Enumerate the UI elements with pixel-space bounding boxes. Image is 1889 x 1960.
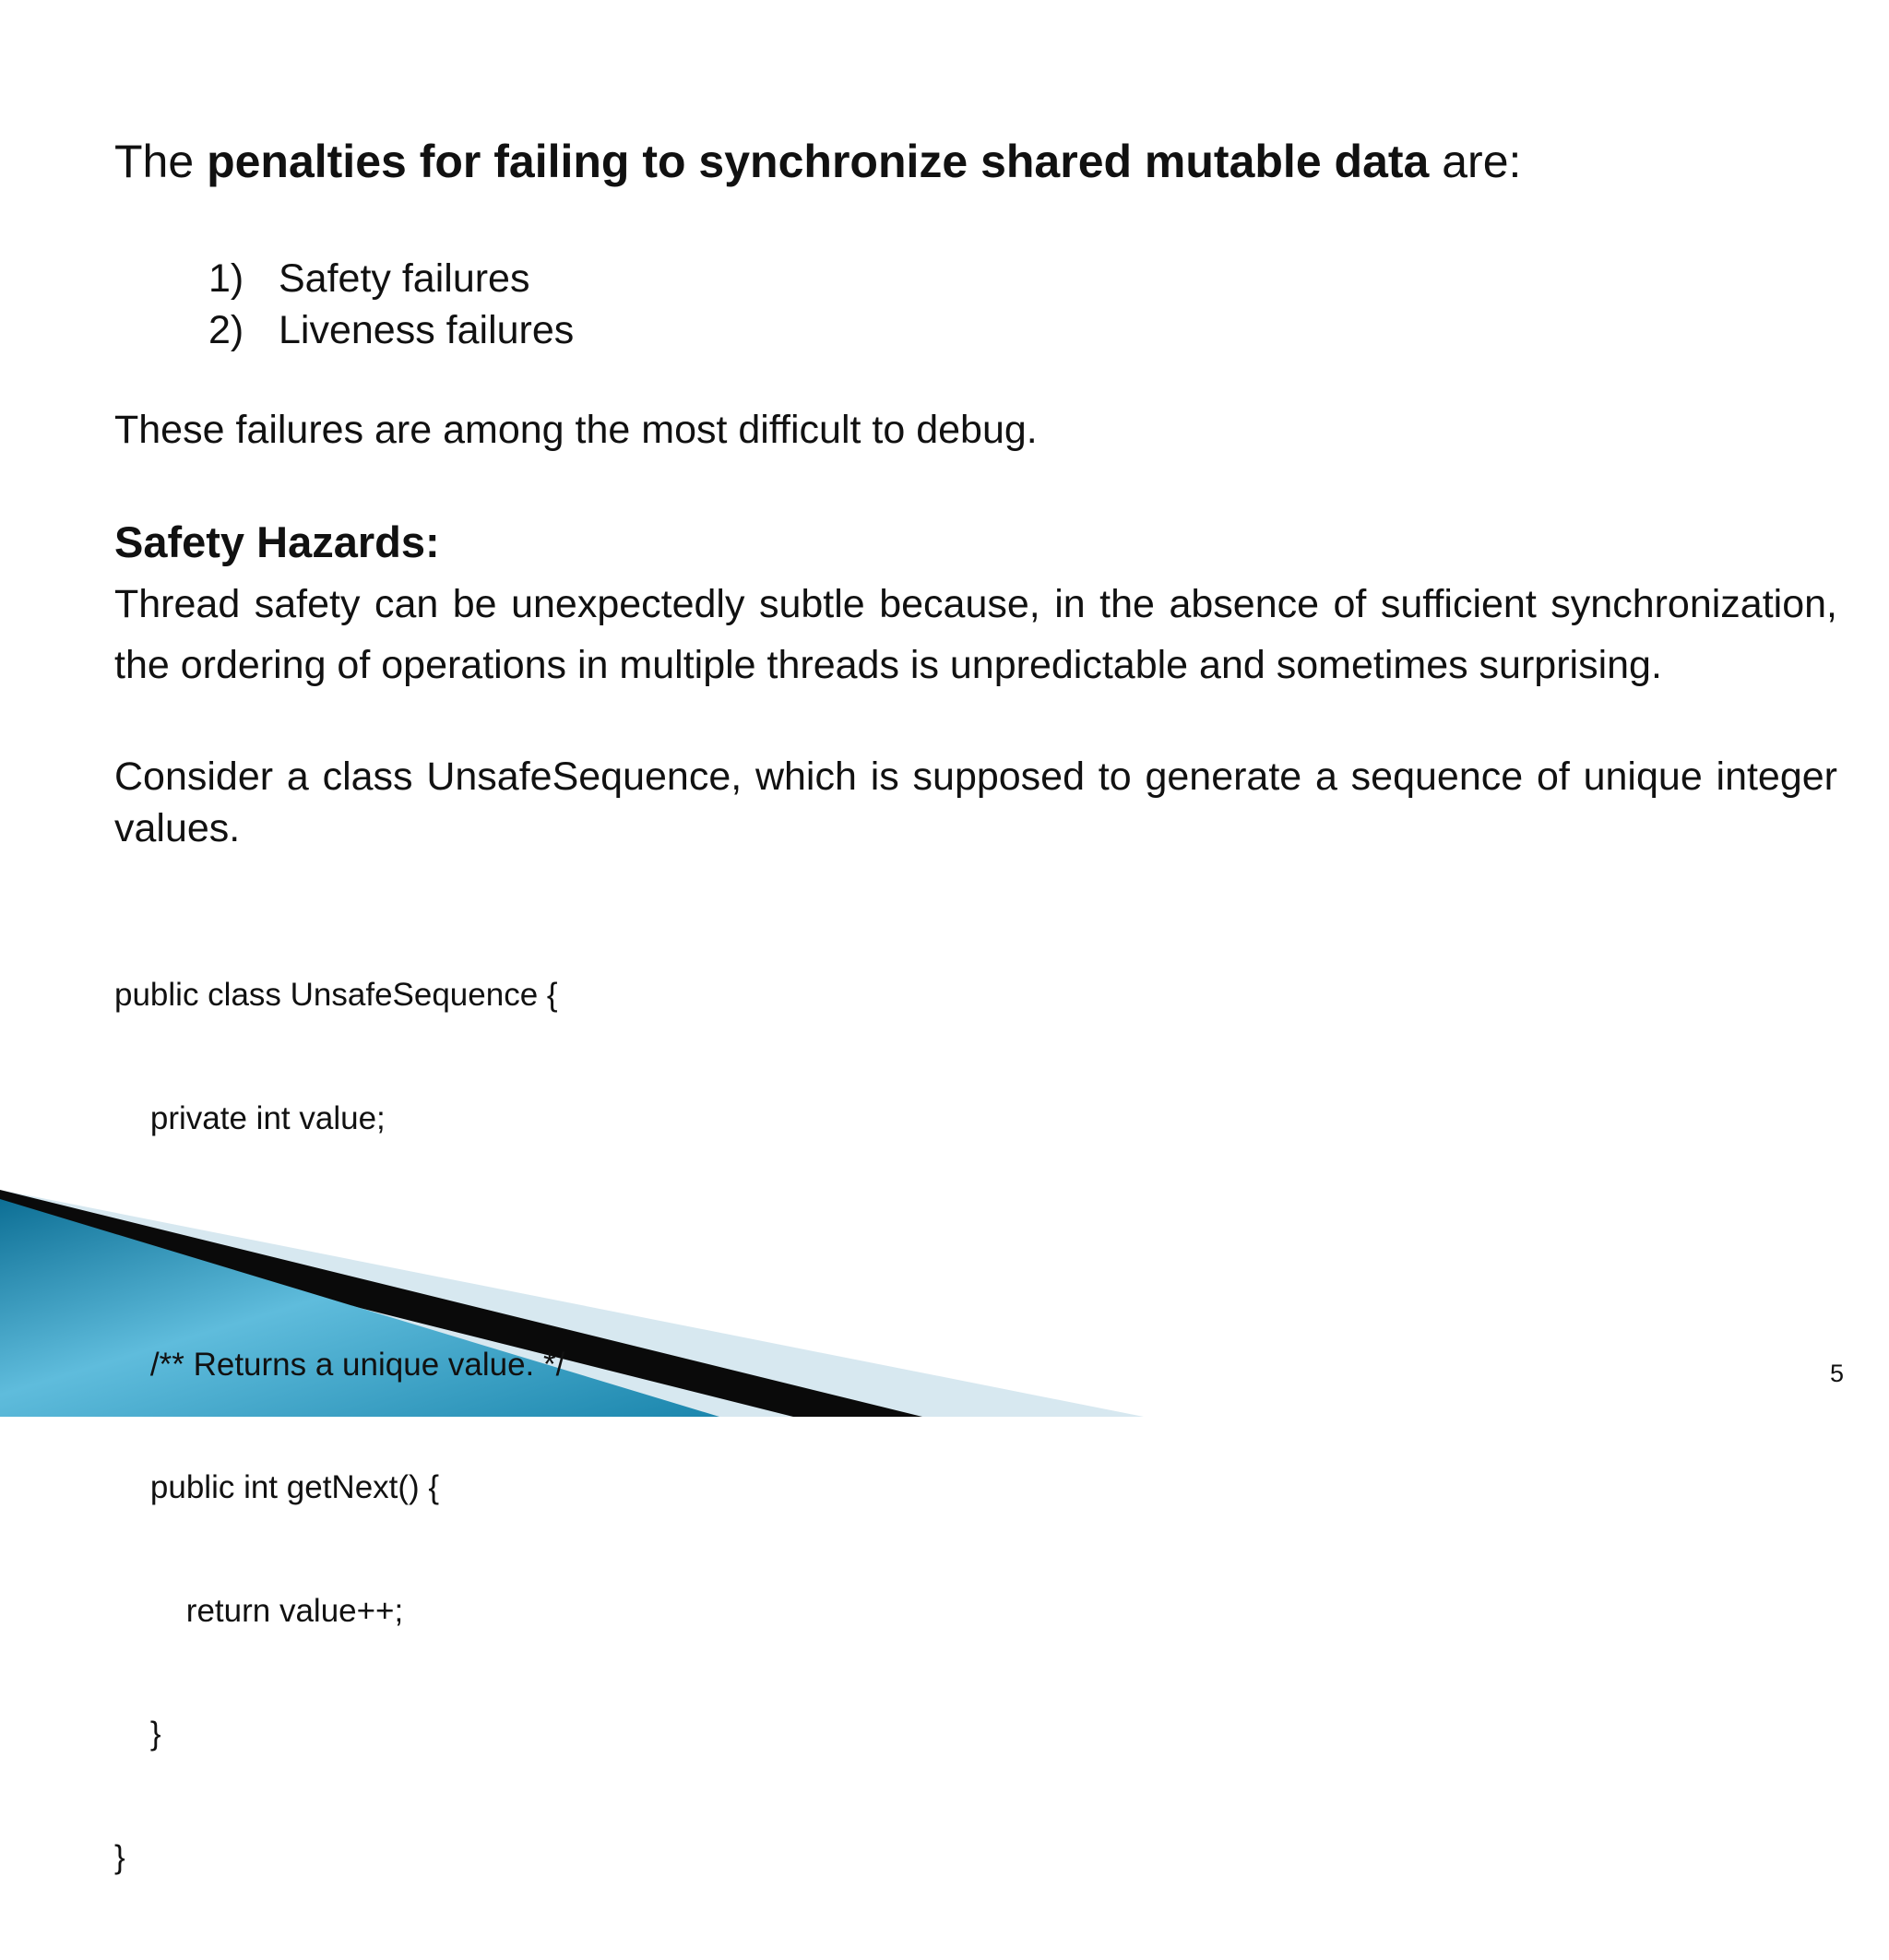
- list-item-label: Safety failures: [279, 256, 530, 301]
- code-line: }: [114, 1838, 125, 1875]
- list-item-number: 1): [208, 256, 244, 301]
- page-number: 5: [1829, 1360, 1844, 1387]
- code-line: }: [114, 1716, 161, 1752]
- code-block: [114, 893, 564, 1960]
- list-item-number: 2): [208, 308, 244, 352]
- code-line: [114, 1221, 564, 1263]
- hazards-paragraph-1: Thread safety can be unexpectedly subtle because, in the absence of sufficient synchronization, the ordering of operations in multiple threads is unpredictable and sometimes surprising.: [114, 582, 1837, 687]
- intro-sentence: [114, 137, 1521, 187]
- hazards-paragraph-2: Consider a class UnsafeSequence, which is supposed to generate a sequence of unique integer values.: [114, 754, 1837, 850]
- difficulty-note: These failures are among the most difficult to debug.: [114, 408, 1038, 452]
- failure-list: [208, 253, 574, 356]
- code-line: public class UnsafeSequence {: [114, 977, 558, 1013]
- section-heading: Safety Hazards:: [114, 517, 440, 566]
- list-item: [208, 304, 574, 356]
- code-line: public int getNext() {: [114, 1469, 440, 1505]
- code-line: /** Returns a unique value. */: [114, 1346, 565, 1383]
- list-item-label: Liveness failures: [279, 308, 575, 352]
- code-line: return value++;: [114, 1592, 404, 1629]
- code-line: private int value;: [114, 1099, 386, 1136]
- intro-suffix: are:: [1429, 136, 1522, 187]
- intro-prefix: The: [114, 136, 208, 187]
- list-item: [208, 253, 574, 304]
- intro-emphasis: penalties for failing to synchronize shared mutable data: [207, 136, 1430, 187]
